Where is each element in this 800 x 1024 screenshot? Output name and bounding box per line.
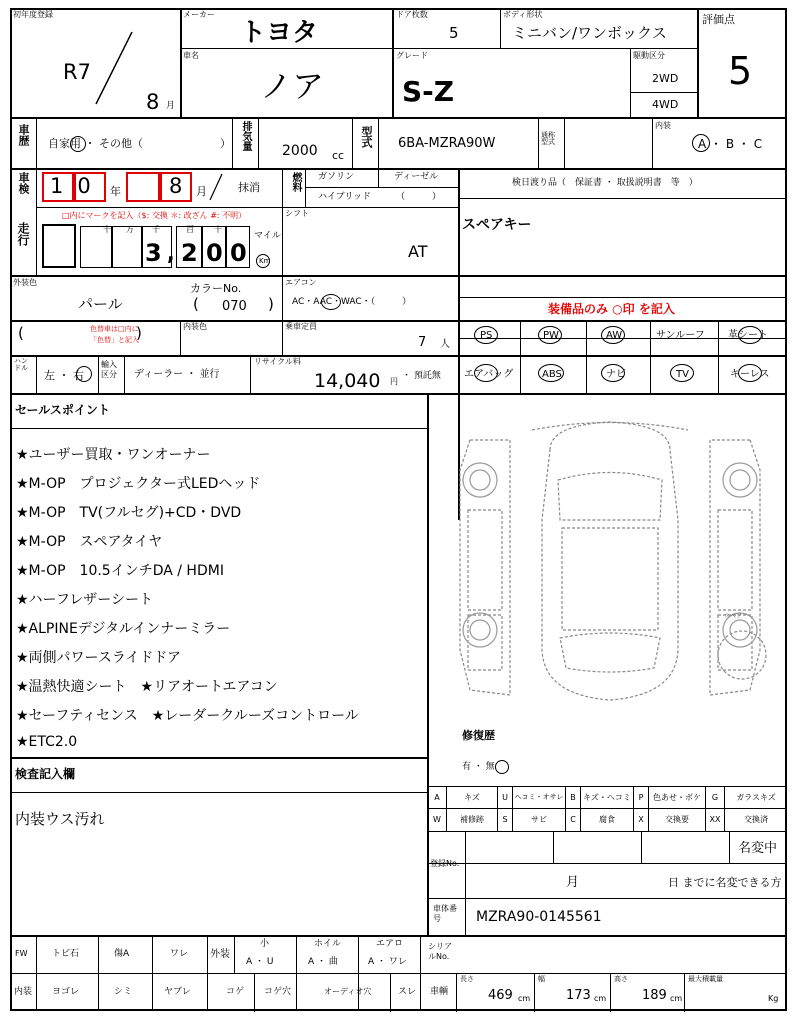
equip-keyless: キーレス	[730, 369, 770, 380]
width-label: 幅	[538, 975, 545, 983]
legend-desc: キズ	[447, 787, 498, 808]
import-value: ディーラー ・ 並行	[134, 369, 220, 380]
ac-circle-mark	[321, 294, 341, 310]
sales-point-item: ★ETC2.0	[16, 734, 78, 750]
maker-label: メーカー	[183, 10, 215, 19]
unit-man-label: 万	[126, 225, 134, 234]
color-no-label: カラーNo.	[190, 282, 242, 295]
equip-airbag: エアバッグ	[464, 369, 514, 380]
legend-desc: 交換済	[744, 815, 768, 824]
equip-leather-seat: 革シート	[728, 330, 768, 341]
equip-pw: PW	[543, 330, 559, 341]
aero-label: エアロ	[376, 939, 404, 949]
legend-code: B	[566, 787, 581, 808]
interior-color-label: 内装色	[183, 322, 207, 331]
legend-code: P	[634, 787, 649, 808]
mileage-label: 走行	[16, 222, 30, 246]
displacement-label: 排気量	[240, 121, 251, 151]
legend-desc: ガラスキズ	[736, 793, 776, 802]
car-name-label: 車名	[183, 51, 199, 60]
interior-item: ヤブレ	[164, 987, 191, 997]
first-registration-month: 8	[146, 90, 160, 114]
check-notes-title: 検査記入欄	[15, 767, 76, 781]
recycle-fee: 14,040	[314, 370, 381, 392]
interior-item: オーディオ穴	[324, 987, 372, 996]
inspection-slash	[206, 172, 226, 202]
width-unit: cm	[594, 994, 607, 1003]
dims-label: 車輌	[430, 987, 449, 997]
legend-desc: 交換要	[649, 809, 706, 831]
shift-value: AT	[408, 242, 428, 261]
max-load-label: 最大積載量	[688, 975, 723, 983]
model-label: 型式	[360, 126, 373, 148]
import-label: 輸入区分	[101, 360, 117, 379]
exterior-color-label: 外装色	[13, 278, 37, 287]
unit-hyaku-label: 百	[186, 225, 194, 234]
chassis-label: 車体番号	[433, 904, 457, 924]
equip-aw: AW	[606, 330, 623, 341]
equip-tv: TV	[676, 369, 689, 380]
inspection-year: 10	[50, 174, 105, 198]
recycle-deposit: ・ 預託無	[402, 371, 441, 381]
legend-code: C	[566, 809, 581, 831]
legend-desc: キズ・ヘコミ	[581, 787, 634, 808]
handle-value: 左 ・ 右	[44, 369, 84, 382]
inspection-year-unit: 年	[110, 185, 121, 198]
fw-item: 傷A	[114, 949, 130, 959]
equipment-title: 装備品のみ ○印 を記入	[548, 302, 675, 316]
height-value: 189	[642, 988, 667, 1003]
legend-desc: サビ	[513, 809, 566, 831]
check-notes-text: 内装ウス汚れ	[15, 810, 105, 828]
handle-circle-mark	[76, 366, 92, 382]
interior-item: スレ	[398, 987, 417, 997]
unit-sen-label: 千	[152, 225, 160, 234]
mileage-digit-4: 2	[181, 239, 198, 267]
legend-code: U	[498, 787, 513, 808]
ac-options: AC・AAC・WAC・（ ）	[292, 297, 412, 307]
fuel-gasoline: ガソリン	[318, 172, 355, 182]
recycle-label: リサイクル料	[254, 357, 301, 366]
legend-code: X	[634, 809, 649, 831]
length-label: 長さ	[460, 975, 474, 983]
drive-label: 駆動区分	[633, 51, 665, 60]
ac-label: エアコン	[285, 278, 317, 287]
drive-4wd: 4WD	[652, 98, 679, 111]
fw-label: FW	[15, 949, 28, 958]
capacity-value: 7	[418, 335, 427, 350]
sales-point-item: ★M-OP プロジェクター式LEDヘッド	[16, 476, 261, 492]
repair-history-label: 修復歴	[462, 729, 495, 742]
sales-point-item: ★M-OP TV(フルセグ)+CD・DVD	[16, 505, 242, 521]
mileage-note: □内にマークを記入（$: 交換 ＊: 改ざん #: 不明）	[62, 211, 247, 220]
sales-points-list	[16, 444, 421, 763]
legend-code: W	[428, 809, 447, 831]
recycle-unit: 円	[390, 377, 398, 386]
legend-desc: 補修跡	[447, 809, 498, 831]
grade-label: グレード	[396, 51, 428, 60]
sales-point-item: ★M-OP スペアタイヤ	[16, 534, 163, 550]
grade-eval-label: 評価点	[702, 13, 735, 26]
small-value: A ・ U	[246, 957, 274, 967]
max-load-unit: Kg	[768, 994, 779, 1003]
interior-item: ヨゴレ	[52, 987, 80, 997]
fuel-other: （ ）	[396, 192, 442, 202]
sales-point-item: ★温熱快適シート ★リアオートエアコン	[16, 679, 278, 695]
spare-key: スペアキー	[462, 217, 532, 233]
capacity-label: 乗車定員	[285, 322, 317, 331]
body-type-value: ミニバン/ワンボックス	[512, 24, 667, 42]
unit-ten-label: 十	[103, 225, 111, 234]
equip-ps: PS	[480, 330, 493, 341]
color-change-note: 色替車は□内に「色替」と記入	[90, 325, 139, 344]
drive-2wd: 2WD	[652, 72, 679, 85]
mileage-digit-5: 0	[206, 239, 223, 267]
doors-value: 5	[449, 24, 459, 42]
sales-point-item: ★ユーザー買取・ワンオーナー	[16, 447, 211, 463]
chassis-value: MZRA90-0145561	[476, 909, 602, 925]
equip-navi: ナビ	[606, 369, 626, 380]
first-registration-year: R7	[63, 60, 91, 84]
fuel-hybrid: ハイブリッド	[318, 192, 372, 202]
interior-grade-circle-mark	[692, 134, 710, 152]
interior-item: コゲ穴	[264, 987, 292, 997]
exterior-label: 外装	[210, 949, 230, 960]
length-unit: cm	[518, 994, 531, 1003]
height-label: 高さ	[614, 975, 628, 983]
registration-month-unit: 月	[566, 875, 580, 890]
mileage-digit-3: 3	[145, 239, 162, 267]
equip-sunroof: サンルーフ	[656, 330, 705, 341]
unit-ju-label: 十	[214, 225, 222, 234]
car-damage-diagram	[440, 410, 780, 710]
wheel-label: ホイル	[314, 939, 342, 949]
wheel-value: A ・ 曲	[308, 957, 338, 967]
capacity-unit: 人	[440, 339, 450, 350]
mile-label: マイル	[254, 231, 281, 241]
grade-eval-value: 5	[728, 49, 753, 93]
inspection-month: 8	[169, 174, 183, 198]
usage-circle-mark	[70, 136, 86, 152]
small-label: 小	[260, 939, 270, 949]
first-registration-label: 初年度登録	[13, 10, 53, 19]
history-label: 車歴	[17, 124, 30, 146]
exterior-color-value: パール	[78, 295, 123, 313]
inspection-month-unit: 月	[196, 185, 207, 198]
sales-point-item: ★M-OP 10.5インチDA / HDMI	[16, 563, 224, 579]
height-unit: cm	[670, 994, 683, 1003]
interior-item: コゲ	[226, 987, 245, 997]
name-change: 名変中	[738, 841, 778, 856]
serial-label: シリアルNo.	[428, 942, 452, 962]
handle-label: ハンドル	[14, 357, 28, 373]
fuel-label: 燃料	[290, 172, 301, 192]
mileage-digit-6: 0	[230, 239, 247, 267]
interior-grade-label: 内装	[655, 121, 671, 130]
shift-label: シフト	[285, 209, 309, 218]
color-no-value: 070	[222, 299, 247, 314]
sales-point-item: ★両側パワースライドドア	[16, 650, 182, 666]
model-value: 6BA-MZRA90W	[398, 136, 496, 151]
sales-point-item: ★ALPINEデジタルインナーミラー	[16, 621, 231, 637]
legend-desc: 色あせ・ボケ	[649, 787, 706, 808]
repair-history-value: 有 ・ 無	[462, 762, 495, 772]
km-circle-mark	[256, 254, 270, 268]
displacement-unit: cc	[332, 149, 345, 162]
common-model-label: 通称型式	[541, 131, 555, 146]
interior-grade-value: A ・ B ・ C	[698, 137, 763, 151]
legend-code: S	[498, 809, 513, 831]
equip-abs: ABS	[542, 369, 562, 380]
aero-value: A ・ ワレ	[368, 957, 407, 967]
sales-point-item: ★ハーフレザーシート	[16, 592, 154, 608]
legend-code: A	[428, 787, 447, 808]
legend-code: G	[706, 787, 725, 808]
interior-label: 内装	[14, 987, 33, 997]
legend-row-1	[428, 787, 787, 808]
maker-value: トヨタ	[240, 18, 319, 48]
usage-value: 自家用 ・ その他（ ）	[48, 137, 231, 150]
width-value: 173	[566, 988, 591, 1003]
cancel-value: 抹消	[238, 181, 260, 194]
sales-points-title: セールスポイント	[15, 403, 110, 417]
fuel-diesel: ディーゼル	[394, 172, 439, 182]
documents-value: 検日渡り品（ 保証書 ・ 取扱説明書 等 ）	[512, 178, 698, 188]
fw-item: トビ石	[52, 949, 80, 959]
month-unit: 月	[166, 101, 176, 111]
grade-value: S-Z	[402, 75, 455, 108]
km-label: Km	[259, 257, 271, 265]
legend-desc: 腐食	[581, 809, 634, 831]
repair-circle-mark	[495, 760, 509, 774]
spare-label: スペア	[724, 613, 743, 620]
legend-desc: ヘコミ・オサレ	[513, 787, 566, 808]
displacement-value: 2000	[282, 143, 318, 159]
car-name-value: ノア	[260, 67, 325, 105]
legend-code: XX	[706, 809, 725, 831]
inspection-label: 車検	[17, 172, 30, 194]
interior-item: シミ	[114, 987, 133, 997]
length-value: 469	[488, 988, 513, 1003]
registration-label: 登録No.	[430, 859, 460, 868]
mileage-comma: ,	[167, 241, 175, 265]
registration-day-text: 日 までに名変できる方	[668, 876, 782, 889]
diagonal-slash	[90, 28, 140, 108]
fw-item: ワレ	[170, 949, 189, 959]
doors-label: ドア枚数	[396, 10, 428, 19]
legend-row-2	[428, 809, 787, 831]
body-type-label: ボディ形状	[503, 10, 543, 19]
sales-point-item: ★セーフティセンス ★レーダークルーズコントロール	[16, 708, 359, 724]
